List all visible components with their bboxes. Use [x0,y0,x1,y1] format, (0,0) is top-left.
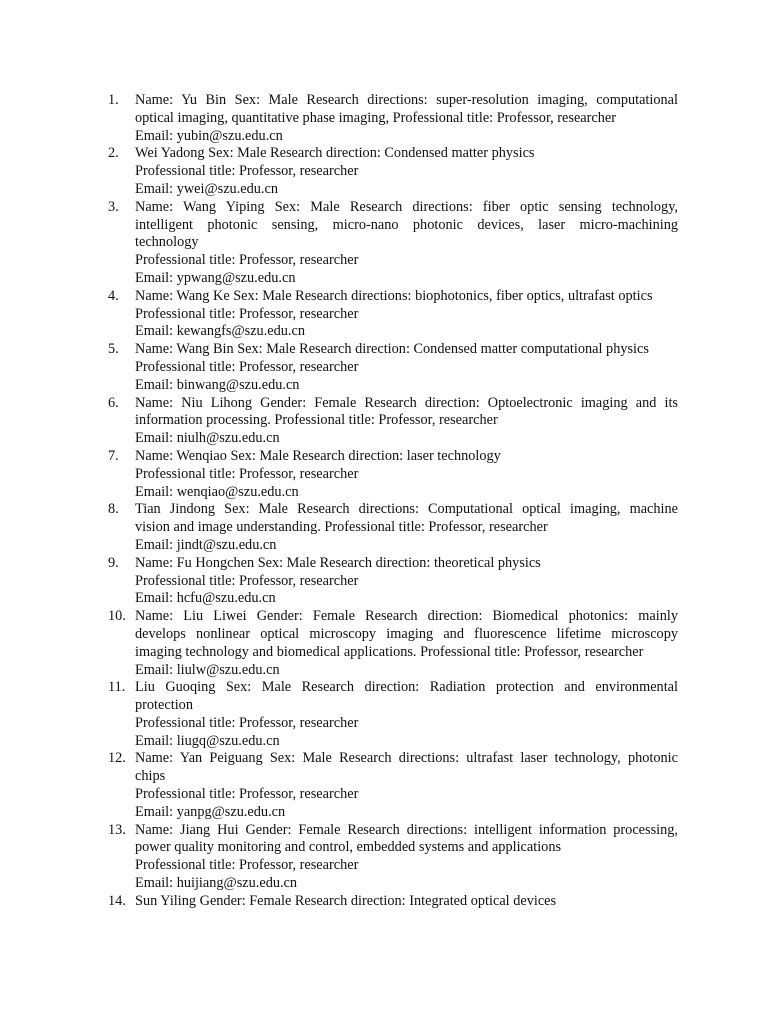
list-item-line: Wei Yadong Sex: Male Research direction: Condensed matter physics [135,145,535,162]
list-item-line: Email: binwang@szu.edu.cn [135,376,300,393]
list-item-line: Email: ypwang@szu.edu.cn [135,269,296,286]
list-item [108,822,678,893]
list-item-line: Email: yubin@szu.edu.cn [135,127,283,144]
list-item-line: Email: niulh@szu.edu.cn [135,430,280,447]
list-item-number: 6. [108,394,119,411]
list-item-line: Email: kewangfs@szu.edu.cn [135,323,305,340]
list-item [108,145,678,198]
list-item-line: Name: Wenqiao Sex: Male Research direction: laser technology [135,447,501,464]
list-item-number: 5. [108,341,119,358]
list-item-line: Name: Yan Peiguang Sex: Male Research directions: ultrafast laser technology, photonic [135,750,678,767]
list-item-line: Name: Wang Ke Sex: Male Research directions: biophotonics, fiber optics, ultrafast optics [135,287,653,304]
list-item-line: Email: ywei@szu.edu.cn [135,180,278,197]
list-item [108,395,678,448]
list-item-line: Name: Niu Lihong Gender: Female Research direction: Optoelectronic imaging and its [135,394,678,411]
list-item-line: Email: liulw@szu.edu.cn [135,661,280,678]
list-item-line: Name: Wang Yiping Sex: Male Research directions: fiber optic sensing technology, [135,198,678,215]
list-item-number: 2. [108,145,119,162]
faculty-list [108,92,678,911]
list-item [108,608,678,679]
list-item [108,448,678,501]
list-item [108,679,678,750]
list-item-line: Professional title: Professor, researcher [135,786,359,803]
list-item-line: Tian Jindong Sex: Male Research directions: Computational optical imaging, machine [135,501,678,518]
list-item-line: power quality monitoring and control, embedded systems and applications [135,839,562,856]
list-item-line: optical imaging, quantitative phase imaging, Professional title: Professor, researcher [135,109,617,126]
list-item-number: 14. [108,892,126,909]
list-item-line: intelligent photonic sensing, micro-nano photonic devices, laser micro-machining [135,216,678,233]
list-item-number: 11. [108,679,126,696]
list-item [108,341,678,394]
list-item-line: Professional title: Professor, researcher [135,163,359,180]
list-item-line: Email: liugq@szu.edu.cn [135,732,280,749]
list-item-line: Sun Yiling Gender: Female Research direction: Integrated optical devices [135,892,557,909]
list-item [108,288,678,341]
list-item-number: 8. [108,501,119,518]
list-item-line: technology [135,234,199,251]
list-item-line: develops nonlinear optical microscopy imaging and fluorescence lifetime microscopy [135,625,678,642]
list-item-line: Professional title: Professor, researcher [135,252,359,269]
list-item-line: Professional title: Professor, researcher [135,857,359,874]
list-item-line: Professional title: Professor, researcher [135,305,359,322]
list-item-number: 4. [108,287,119,304]
list-item-line: Professional title: Professor, researcher [135,714,359,731]
list-item-line: Email: hcfu@szu.edu.cn [135,590,276,607]
list-item-line: Name: Wang Bin Sex: Male Research direction: Condensed matter computational physics [135,341,649,358]
list-item [108,199,678,288]
list-item-line: Professional title: Professor, researcher [135,358,359,375]
list-item-number: 10. [108,608,126,625]
list-item-line: Name: Fu Hongchen Sex: Male Research direction: theoretical physics [135,554,541,571]
list-item-line: Name: Liu Liwei Gender: Female Research direction: Biomedical photonics: mainly [135,608,678,625]
list-item [108,893,678,911]
list-item-number: 13. [108,821,126,838]
list-item-line: information processing. Professional title: Professor, researcher [135,412,498,429]
list-item [108,555,678,608]
list-item-line: Name: Yu Bin Sex: Male Research directions: super-resolution imaging, computational [135,92,678,108]
list-item-line: Email: wenqiao@szu.edu.cn [135,483,299,500]
list-item-line: Professional title: Professor, researcher [135,572,359,589]
list-item-line: Email: yanpg@szu.edu.cn [135,803,286,820]
list-item-line: vision and image understanding. Professional title: Professor, researcher [135,519,548,536]
list-item-line: Email: huijiang@szu.edu.cn [135,875,298,892]
list-item-number: 1. [108,92,119,108]
list-item-line: Professional title: Professor, researcher [135,465,359,482]
list-item [108,501,678,554]
list-item-number: 12. [108,750,126,767]
list-item-number: 9. [108,554,119,571]
list-item-number: 7. [108,447,119,464]
list-item-line: Name: Jiang Hui Gender: Female Research directions: intelligent information processing, [135,821,678,838]
list-item [108,750,678,821]
list-item-line: chips [135,768,166,785]
list-item-line: imaging technology and biomedical applications. Professional title: Professor, researcher [135,643,644,660]
list-item-number: 3. [108,198,119,215]
list-item-line: protection [135,697,193,714]
list-item-line: Liu Guoqing Sex: Male Research direction: Radiation protection and environmental [135,679,678,696]
list-item [108,92,678,145]
list-item-line: Email: jindt@szu.edu.cn [135,536,277,553]
